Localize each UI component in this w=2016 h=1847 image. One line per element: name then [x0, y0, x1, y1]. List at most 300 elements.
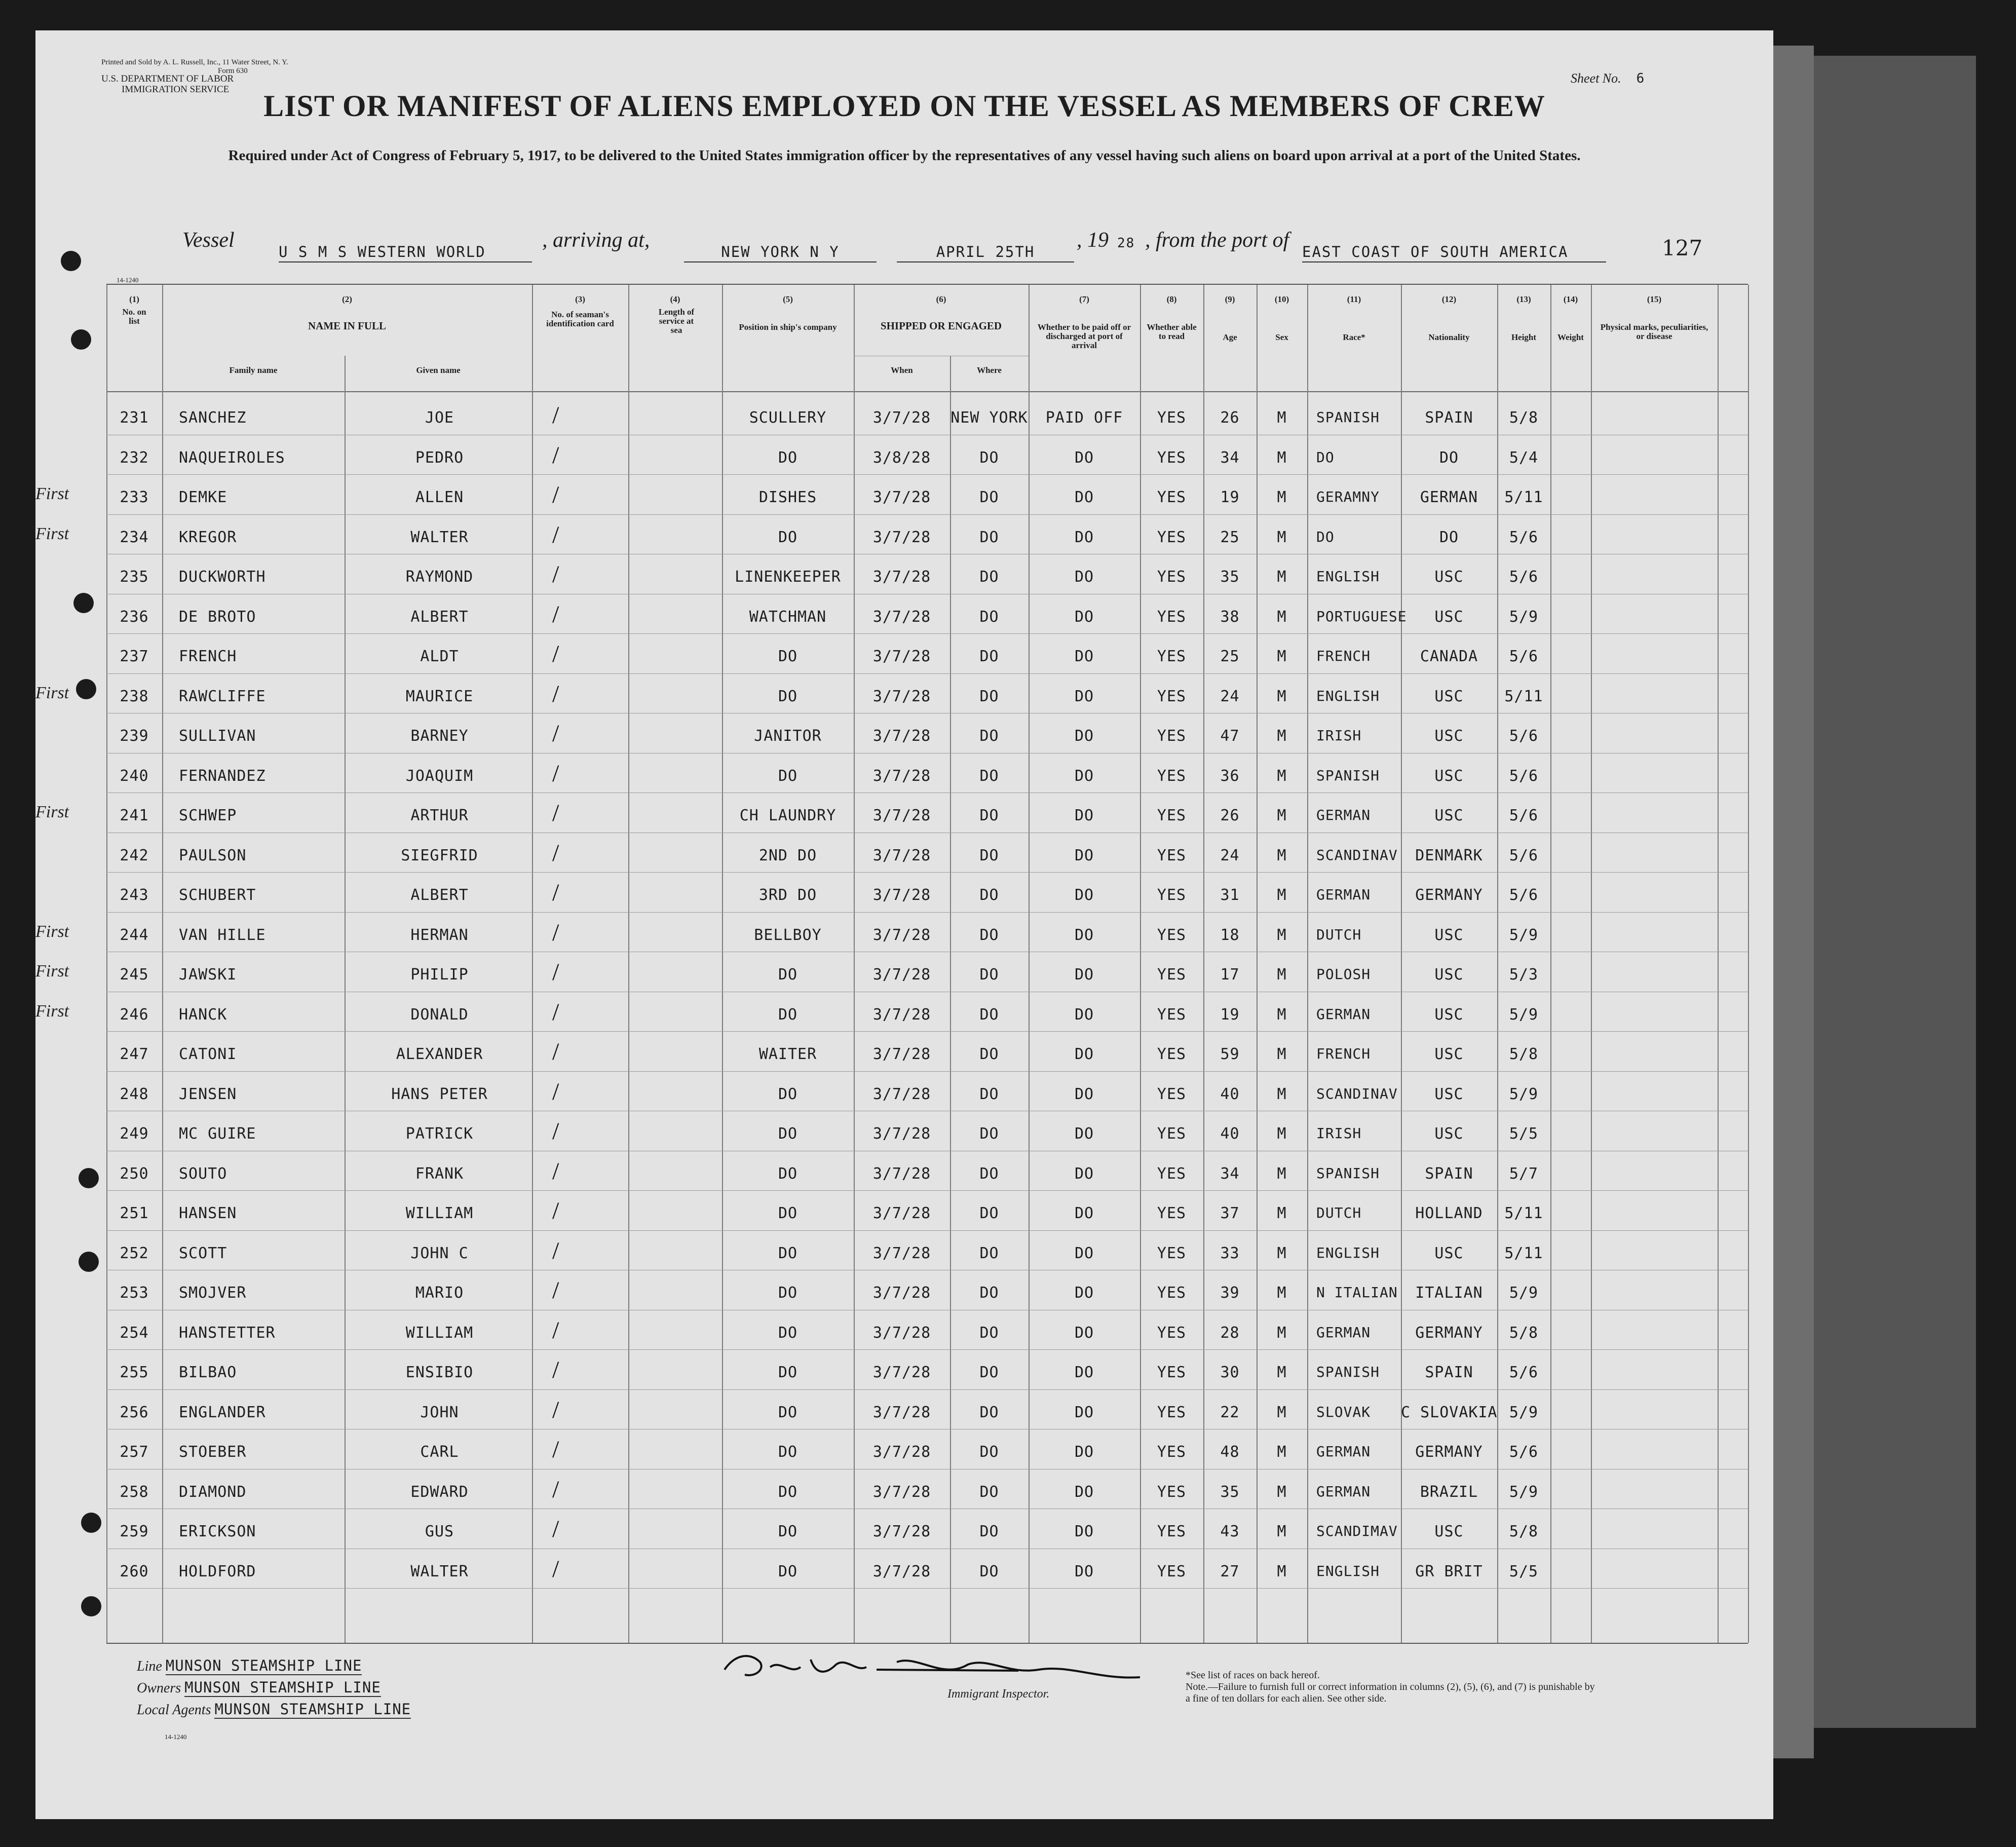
inspector-label: Immigrant Inspector.	[947, 1687, 1050, 1701]
cell-position: 2ND DO	[758, 846, 817, 864]
cell-position: DO	[778, 1244, 798, 1262]
cell-age: 17	[1220, 966, 1240, 984]
cell-paid: DO	[1074, 1443, 1094, 1461]
cell-race: DUTCH	[1316, 1204, 1362, 1221]
cell-race: DO	[1316, 528, 1335, 545]
cell-nationality: USC	[1434, 727, 1464, 745]
from-port: EAST COAST OF SOUTH AMERICA	[1302, 243, 1606, 262]
cell-nationality: USC	[1434, 1045, 1464, 1063]
cell-age: 37	[1220, 1204, 1240, 1222]
cell-family: DUCKWORTH	[179, 568, 266, 586]
col8-number: (8)	[1166, 294, 1177, 304]
cell-sex: M	[1277, 488, 1287, 506]
cell-given: ARTHUR	[410, 807, 469, 824]
cell-family: CATONI	[179, 1045, 237, 1063]
cell-given: WILLIAM	[405, 1324, 474, 1342]
cell-sex: M	[1277, 1483, 1287, 1501]
background-page-edge-2	[1814, 56, 1976, 1728]
cell-height: 5/9	[1509, 1284, 1539, 1302]
cell-sex: M	[1277, 1403, 1287, 1421]
cell-read: YES	[1157, 1523, 1187, 1540]
cell-where: DO	[979, 727, 999, 745]
cell-race: SPANISH	[1316, 409, 1380, 426]
cell-nationality: USC	[1434, 1085, 1464, 1103]
col13-header: Height	[1511, 332, 1537, 342]
footnote	[1186, 1670, 1601, 1705]
cell-when: 3/7/28	[872, 1403, 931, 1421]
cell-family: SCHUBERT	[179, 886, 256, 904]
cell-when: 3/8/28	[872, 448, 931, 467]
cell-nationality: C SLOVAKIA	[1401, 1403, 1498, 1421]
col7-number: (7)	[1079, 294, 1089, 304]
id-card-check-mark: /	[552, 1396, 559, 1423]
cell-family: SOUTO	[179, 1164, 227, 1183]
list-number: 127	[1662, 236, 1703, 260]
cell-sex: M	[1277, 846, 1287, 864]
cell-where: DO	[979, 807, 999, 824]
cell-where: DO	[979, 1523, 999, 1540]
cell-nationality: GERMANY	[1415, 1443, 1483, 1461]
cell-given: HERMAN	[410, 926, 469, 944]
col3-number: (3)	[575, 294, 585, 304]
cell-family: KREGOR	[179, 528, 237, 546]
cell-height: 5/6	[1509, 886, 1539, 904]
cell-no: 235	[120, 568, 149, 586]
arriving-label: , arriving at,	[542, 229, 650, 252]
col2b-header: Given name	[416, 365, 461, 375]
cell-position: DO	[778, 448, 798, 467]
cell-nationality: SPAIN	[1425, 1164, 1473, 1183]
cell-age: 40	[1220, 1125, 1240, 1143]
cell-no: 241	[120, 807, 149, 824]
cell-read: YES	[1157, 488, 1187, 506]
cell-height: 5/11	[1504, 488, 1543, 506]
punch-hole	[81, 1596, 101, 1616]
cell-age: 24	[1220, 846, 1240, 864]
col1-header: No. on list	[122, 307, 146, 326]
cell-where: DO	[979, 1403, 999, 1421]
row-rule	[106, 1349, 1748, 1350]
cell-family: BILBAO	[179, 1364, 237, 1381]
cell-where: DO	[979, 1164, 999, 1183]
cell-given: JOAQUIM	[405, 767, 474, 785]
cell-no: 256	[120, 1403, 149, 1421]
cell-read: YES	[1157, 886, 1187, 904]
cell-height: 5/8	[1509, 1523, 1539, 1540]
cell-height: 5/8	[1509, 1045, 1539, 1063]
cell-where: DO	[979, 1125, 999, 1143]
row-rule	[106, 1389, 1748, 1390]
cell-nationality: USC	[1434, 926, 1464, 944]
cell-height: 5/9	[1509, 1483, 1539, 1501]
id-card-check-mark: /	[552, 919, 559, 946]
cell-height: 5/6	[1509, 1364, 1539, 1381]
cell-age: 31	[1220, 886, 1240, 904]
id-card-check-mark: /	[552, 839, 559, 866]
cell-nationality: USC	[1434, 966, 1464, 984]
cell-given: JOHN	[420, 1403, 459, 1421]
year-prefix: , 19	[1077, 229, 1109, 252]
cell-read: YES	[1157, 608, 1187, 626]
cell-no: 243	[120, 886, 149, 904]
line-value: MUNSON STEAMSHIP LINE	[165, 1657, 362, 1674]
cell-read: YES	[1157, 1364, 1187, 1381]
cell-nationality: CANADA	[1420, 648, 1478, 665]
id-card-check-mark: /	[552, 1197, 559, 1224]
cell-position: DO	[778, 1164, 798, 1183]
col2-number: (2)	[342, 294, 352, 304]
cell-age: 28	[1220, 1324, 1240, 1342]
cell-when: 3/7/28	[872, 568, 931, 586]
col6b-header: Where	[977, 365, 1002, 375]
cell-position: DO	[778, 1443, 798, 1461]
cell-age: 39	[1220, 1284, 1240, 1302]
cell-nationality: GERMAN	[1420, 488, 1478, 506]
cell-when: 3/7/28	[872, 1085, 931, 1103]
col10-header: Sex	[1275, 332, 1288, 342]
cell-where: DO	[979, 846, 999, 864]
cell-paid: DO	[1074, 1164, 1094, 1183]
cell-read: YES	[1157, 966, 1187, 984]
cell-race: IRISH	[1316, 1125, 1362, 1142]
cell-family: SMOJVER	[179, 1284, 247, 1302]
cell-nationality: GERMANY	[1415, 1324, 1483, 1342]
cell-given: DONALD	[410, 1005, 469, 1024]
cell-age: 35	[1220, 1483, 1240, 1501]
cell-no: 242	[120, 846, 149, 864]
id-card-check-mark: /	[552, 720, 559, 747]
cell-no: 254	[120, 1324, 149, 1342]
arrival-date: APRIL 25TH	[897, 243, 1074, 262]
cell-paid: DO	[1074, 727, 1094, 745]
cell-position: DISHES	[758, 488, 817, 506]
cell-sex: M	[1277, 528, 1287, 546]
cell-sex: M	[1277, 1284, 1287, 1302]
cell-no: 240	[120, 767, 149, 785]
cell-given: ALEXANDER	[396, 1045, 483, 1063]
column-rule	[532, 285, 533, 1643]
row-rule	[106, 1071, 1748, 1072]
cell-no: 233	[120, 488, 149, 506]
cell-family: HANCK	[179, 1005, 227, 1024]
cell-nationality: DO	[1439, 448, 1459, 467]
cell-read: YES	[1157, 1164, 1187, 1183]
id-card-check-mark: /	[552, 402, 559, 429]
cell-where: DO	[979, 767, 999, 785]
cell-nationality: DENMARK	[1415, 846, 1483, 864]
cell-paid: DO	[1074, 846, 1094, 864]
cell-height: 5/9	[1509, 1085, 1539, 1103]
cell-when: 3/7/28	[872, 1364, 931, 1381]
cell-when: 3/7/28	[872, 926, 931, 944]
cell-race: SPANISH	[1316, 1364, 1380, 1380]
cell-nationality: USC	[1434, 807, 1464, 824]
row-rule	[106, 633, 1748, 634]
id-card-check-mark: /	[552, 959, 559, 986]
cell-paid: DO	[1074, 1364, 1094, 1381]
cell-no: 251	[120, 1204, 149, 1222]
cell-age: 30	[1220, 1364, 1240, 1381]
cell-race: POLOSH	[1316, 966, 1371, 983]
cell-paid: DO	[1074, 608, 1094, 626]
cell-height: 5/6	[1509, 528, 1539, 546]
cell-family: HANSTETTER	[179, 1324, 276, 1342]
cell-where: DO	[979, 886, 999, 904]
cell-family: JENSEN	[179, 1085, 237, 1103]
cell-given: MAURICE	[405, 687, 474, 705]
first-annotation: First	[35, 962, 69, 981]
cell-read: YES	[1157, 1443, 1187, 1461]
row-rule	[106, 1588, 1748, 1589]
punch-hole	[76, 679, 96, 699]
col14-number: (14)	[1563, 294, 1578, 304]
cell-read: YES	[1157, 1204, 1187, 1222]
cell-no: 239	[120, 727, 149, 745]
cell-nationality: SPAIN	[1425, 409, 1473, 427]
cell-sex: M	[1277, 409, 1287, 427]
sheet-value: 6	[1636, 71, 1645, 86]
cell-height: 5/11	[1504, 1244, 1543, 1262]
cell-family: HANSEN	[179, 1204, 237, 1222]
cell-read: YES	[1157, 846, 1187, 864]
cell-read: YES	[1157, 409, 1187, 427]
cell-age: 48	[1220, 1443, 1240, 1461]
cell-read: YES	[1157, 1324, 1187, 1342]
punch-hole	[79, 1252, 99, 1272]
column-rule	[628, 285, 629, 1643]
cell-nationality: USC	[1434, 1244, 1464, 1262]
col5-header: Position in ship's company	[739, 322, 837, 332]
col8-header: Whether able to read	[1147, 322, 1197, 341]
row-rule	[106, 1230, 1748, 1231]
cell-family: PAULSON	[179, 846, 247, 864]
sheet-label: Sheet No.	[1571, 71, 1621, 86]
cell-given: JOE	[425, 409, 454, 427]
id-card-check-mark: /	[552, 1118, 559, 1145]
cell-position: DO	[778, 1364, 798, 1381]
cell-position: DO	[778, 687, 798, 705]
cell-age: 26	[1220, 409, 1240, 427]
id-card-check-mark: /	[552, 1078, 559, 1105]
cell-given: ALBERT	[410, 886, 469, 904]
cell-where: NEW YORK	[950, 409, 1028, 427]
cell-no: 244	[120, 926, 149, 944]
cell-given: GUS	[425, 1523, 454, 1540]
col11-header: Race*	[1343, 332, 1365, 342]
cell-race: GERAMNY	[1316, 488, 1380, 505]
owners-value: MUNSON STEAMSHIP LINE	[184, 1679, 381, 1696]
cell-position: WATCHMAN	[749, 608, 827, 626]
cell-race: PORTUGUESE	[1316, 608, 1407, 625]
cell-race: SCANDINAV	[1316, 846, 1398, 863]
cell-paid: DO	[1074, 1085, 1094, 1103]
cell-paid: DO	[1074, 648, 1094, 665]
cell-when: 3/7/28	[872, 807, 931, 824]
cell-given: WALTER	[410, 528, 469, 546]
col13-number: (13)	[1516, 294, 1531, 304]
cell-race: GERMAN	[1316, 886, 1371, 903]
cell-given: FRANK	[415, 1164, 464, 1183]
cell-paid: PAID OFF	[1045, 409, 1123, 427]
cell-position: BELLBOY	[754, 926, 822, 944]
cell-race: FRENCH	[1316, 648, 1371, 664]
cell-nationality: GERMANY	[1415, 886, 1483, 904]
cell-family: FRENCH	[179, 648, 237, 665]
cell-where: DO	[979, 608, 999, 626]
cell-paid: DO	[1074, 687, 1094, 705]
col12-number: (12)	[1441, 294, 1457, 304]
col15-number: (15)	[1647, 294, 1662, 304]
cell-nationality: HOLLAND	[1415, 1204, 1483, 1222]
cell-given: PATRICK	[405, 1125, 474, 1143]
id-card-check-mark: /	[552, 1516, 559, 1542]
cell-sex: M	[1277, 608, 1287, 626]
cell-paid: DO	[1074, 1483, 1094, 1501]
cell-sex: M	[1277, 1045, 1287, 1063]
owners-label: Owners	[137, 1680, 181, 1696]
cell-read: YES	[1157, 1284, 1187, 1302]
col3-header: No. of seaman's identification card	[546, 310, 614, 328]
col9-number: (9)	[1225, 294, 1235, 304]
cell-where: DO	[979, 1284, 999, 1302]
page-title: LIST OR MANIFEST OF ALIENS EMPLOYED ON THE VESSEL AS MEMBERS OF CREW	[263, 89, 1545, 123]
owners-field	[137, 1679, 381, 1697]
cell-age: 22	[1220, 1403, 1240, 1421]
cell-age: 33	[1220, 1244, 1240, 1262]
cell-height: 5/3	[1509, 966, 1539, 984]
cell-height: 5/9	[1509, 926, 1539, 944]
cell-read: YES	[1157, 1045, 1187, 1063]
cell-family: DIAMOND	[179, 1483, 247, 1501]
cell-where: DO	[979, 1483, 999, 1501]
cell-when: 3/7/28	[872, 1164, 931, 1183]
cell-when: 3/7/28	[872, 1005, 931, 1024]
id-card-check-mark: /	[552, 1356, 559, 1383]
cell-no: 234	[120, 528, 149, 546]
cell-height: 5/5	[1509, 1125, 1539, 1143]
cell-when: 3/7/28	[872, 608, 931, 626]
cell-no: 253	[120, 1284, 149, 1302]
arrival-year: 28	[1117, 236, 1135, 251]
cell-paid: DO	[1074, 528, 1094, 546]
cell-race: GERMAN	[1316, 1324, 1371, 1341]
cell-paid: DO	[1074, 1523, 1094, 1540]
cell-no: 238	[120, 687, 149, 705]
cell-when: 3/7/28	[872, 1483, 931, 1501]
id-card-check-mark: /	[552, 879, 559, 906]
cell-given: ALLEN	[415, 488, 464, 506]
row-rule	[106, 673, 1748, 674]
cell-when: 3/7/28	[872, 1284, 931, 1302]
cell-where: DO	[979, 1324, 999, 1342]
cell-race: GERMAN	[1316, 1443, 1371, 1460]
id-card-check-mark: /	[552, 1157, 559, 1185]
column-rule	[1307, 285, 1308, 1643]
cell-nationality: USC	[1434, 608, 1464, 626]
id-card-check-mark: /	[552, 481, 559, 508]
cell-family: FERNANDEZ	[179, 767, 266, 785]
cell-no: 232	[120, 448, 149, 467]
cell-given: PEDRO	[415, 448, 464, 467]
cell-race: SCANDINAV	[1316, 1085, 1398, 1102]
cell-family: SULLIVAN	[179, 727, 256, 745]
cell-age: 36	[1220, 767, 1240, 785]
punch-hole	[79, 1168, 99, 1188]
agents-field	[137, 1701, 411, 1718]
cell-nationality: USC	[1434, 1523, 1464, 1540]
id-card-check-mark: /	[552, 640, 559, 667]
cell-sex: M	[1277, 807, 1287, 824]
id-card-check-mark: /	[552, 998, 559, 1026]
col4-number: (4)	[670, 294, 680, 304]
cell-no: 248	[120, 1085, 149, 1103]
cell-family: DEMKE	[179, 488, 227, 506]
cell-given: BARNEY	[410, 727, 469, 745]
cell-given: ALDT	[420, 648, 459, 665]
cell-race: GERMAN	[1316, 807, 1371, 823]
cell-age: 18	[1220, 926, 1240, 944]
cell-paid: DO	[1074, 1005, 1094, 1024]
id-card-check-mark: /	[552, 600, 559, 628]
cell-given: CARL	[420, 1443, 459, 1461]
vessel-label: Vessel	[182, 229, 235, 252]
cell-when: 3/7/28	[872, 966, 931, 984]
col7-header: Whether to be paid off or discharged at port of arrival	[1037, 322, 1131, 350]
cell-position: DO	[778, 1085, 798, 1103]
cell-where: DO	[979, 648, 999, 665]
id-card-check-mark: /	[552, 521, 559, 548]
manifest-sheet	[35, 30, 1773, 1819]
cell-where: DO	[979, 687, 999, 705]
cell-no: 257	[120, 1443, 149, 1461]
cell-position: DO	[778, 1005, 798, 1024]
col11-number: (11)	[1347, 294, 1361, 304]
cell-paid: DO	[1074, 1284, 1094, 1302]
cell-where: DO	[979, 1045, 999, 1063]
cell-position: DO	[778, 1324, 798, 1342]
cell-sex: M	[1277, 1204, 1287, 1222]
id-card-check-mark: /	[552, 1277, 559, 1304]
cell-sex: M	[1277, 1364, 1287, 1381]
cell-race: ENGLISH	[1316, 1244, 1380, 1261]
cell-when: 3/7/28	[872, 1324, 931, 1342]
cell-position: JANITOR	[754, 727, 822, 745]
page-subtitle: Required under Act of Congress of February 5, 1917, to be delivered to the United States immigration officer by the representatives of any vessel having such aliens on board upon arrival at a port of the United States.	[228, 147, 1581, 164]
cell-read: YES	[1157, 1403, 1187, 1421]
cell-paid: DO	[1074, 1045, 1094, 1063]
cell-family: ENGLANDER	[179, 1403, 266, 1421]
first-annotation: First	[35, 922, 69, 941]
printer-text: Printed and Sold by A. L. Russell, Inc., 11 Water Street, N. Y.	[101, 58, 288, 66]
id-card-check-mark: /	[552, 800, 559, 826]
cell-position: WAITER	[758, 1045, 817, 1063]
cell-where: DO	[979, 1562, 999, 1580]
row-rule	[106, 514, 1748, 515]
from-port-label: , from the port of	[1145, 229, 1289, 252]
cell-nationality: GR BRIT	[1415, 1562, 1483, 1580]
cell-age: 25	[1220, 528, 1240, 546]
cell-age: 27	[1220, 1562, 1240, 1580]
row-rule	[106, 912, 1748, 913]
col14-header: Weight	[1557, 332, 1584, 342]
cell-where: DO	[979, 926, 999, 944]
cell-family: JAWSKI	[179, 966, 237, 984]
arriving-port: NEW YORK N Y	[684, 243, 877, 262]
footnote-races: *See list of races on back hereof.	[1186, 1670, 1320, 1681]
cell-when: 3/7/28	[872, 767, 931, 785]
cell-read: YES	[1157, 807, 1187, 824]
row-rule	[106, 474, 1748, 475]
